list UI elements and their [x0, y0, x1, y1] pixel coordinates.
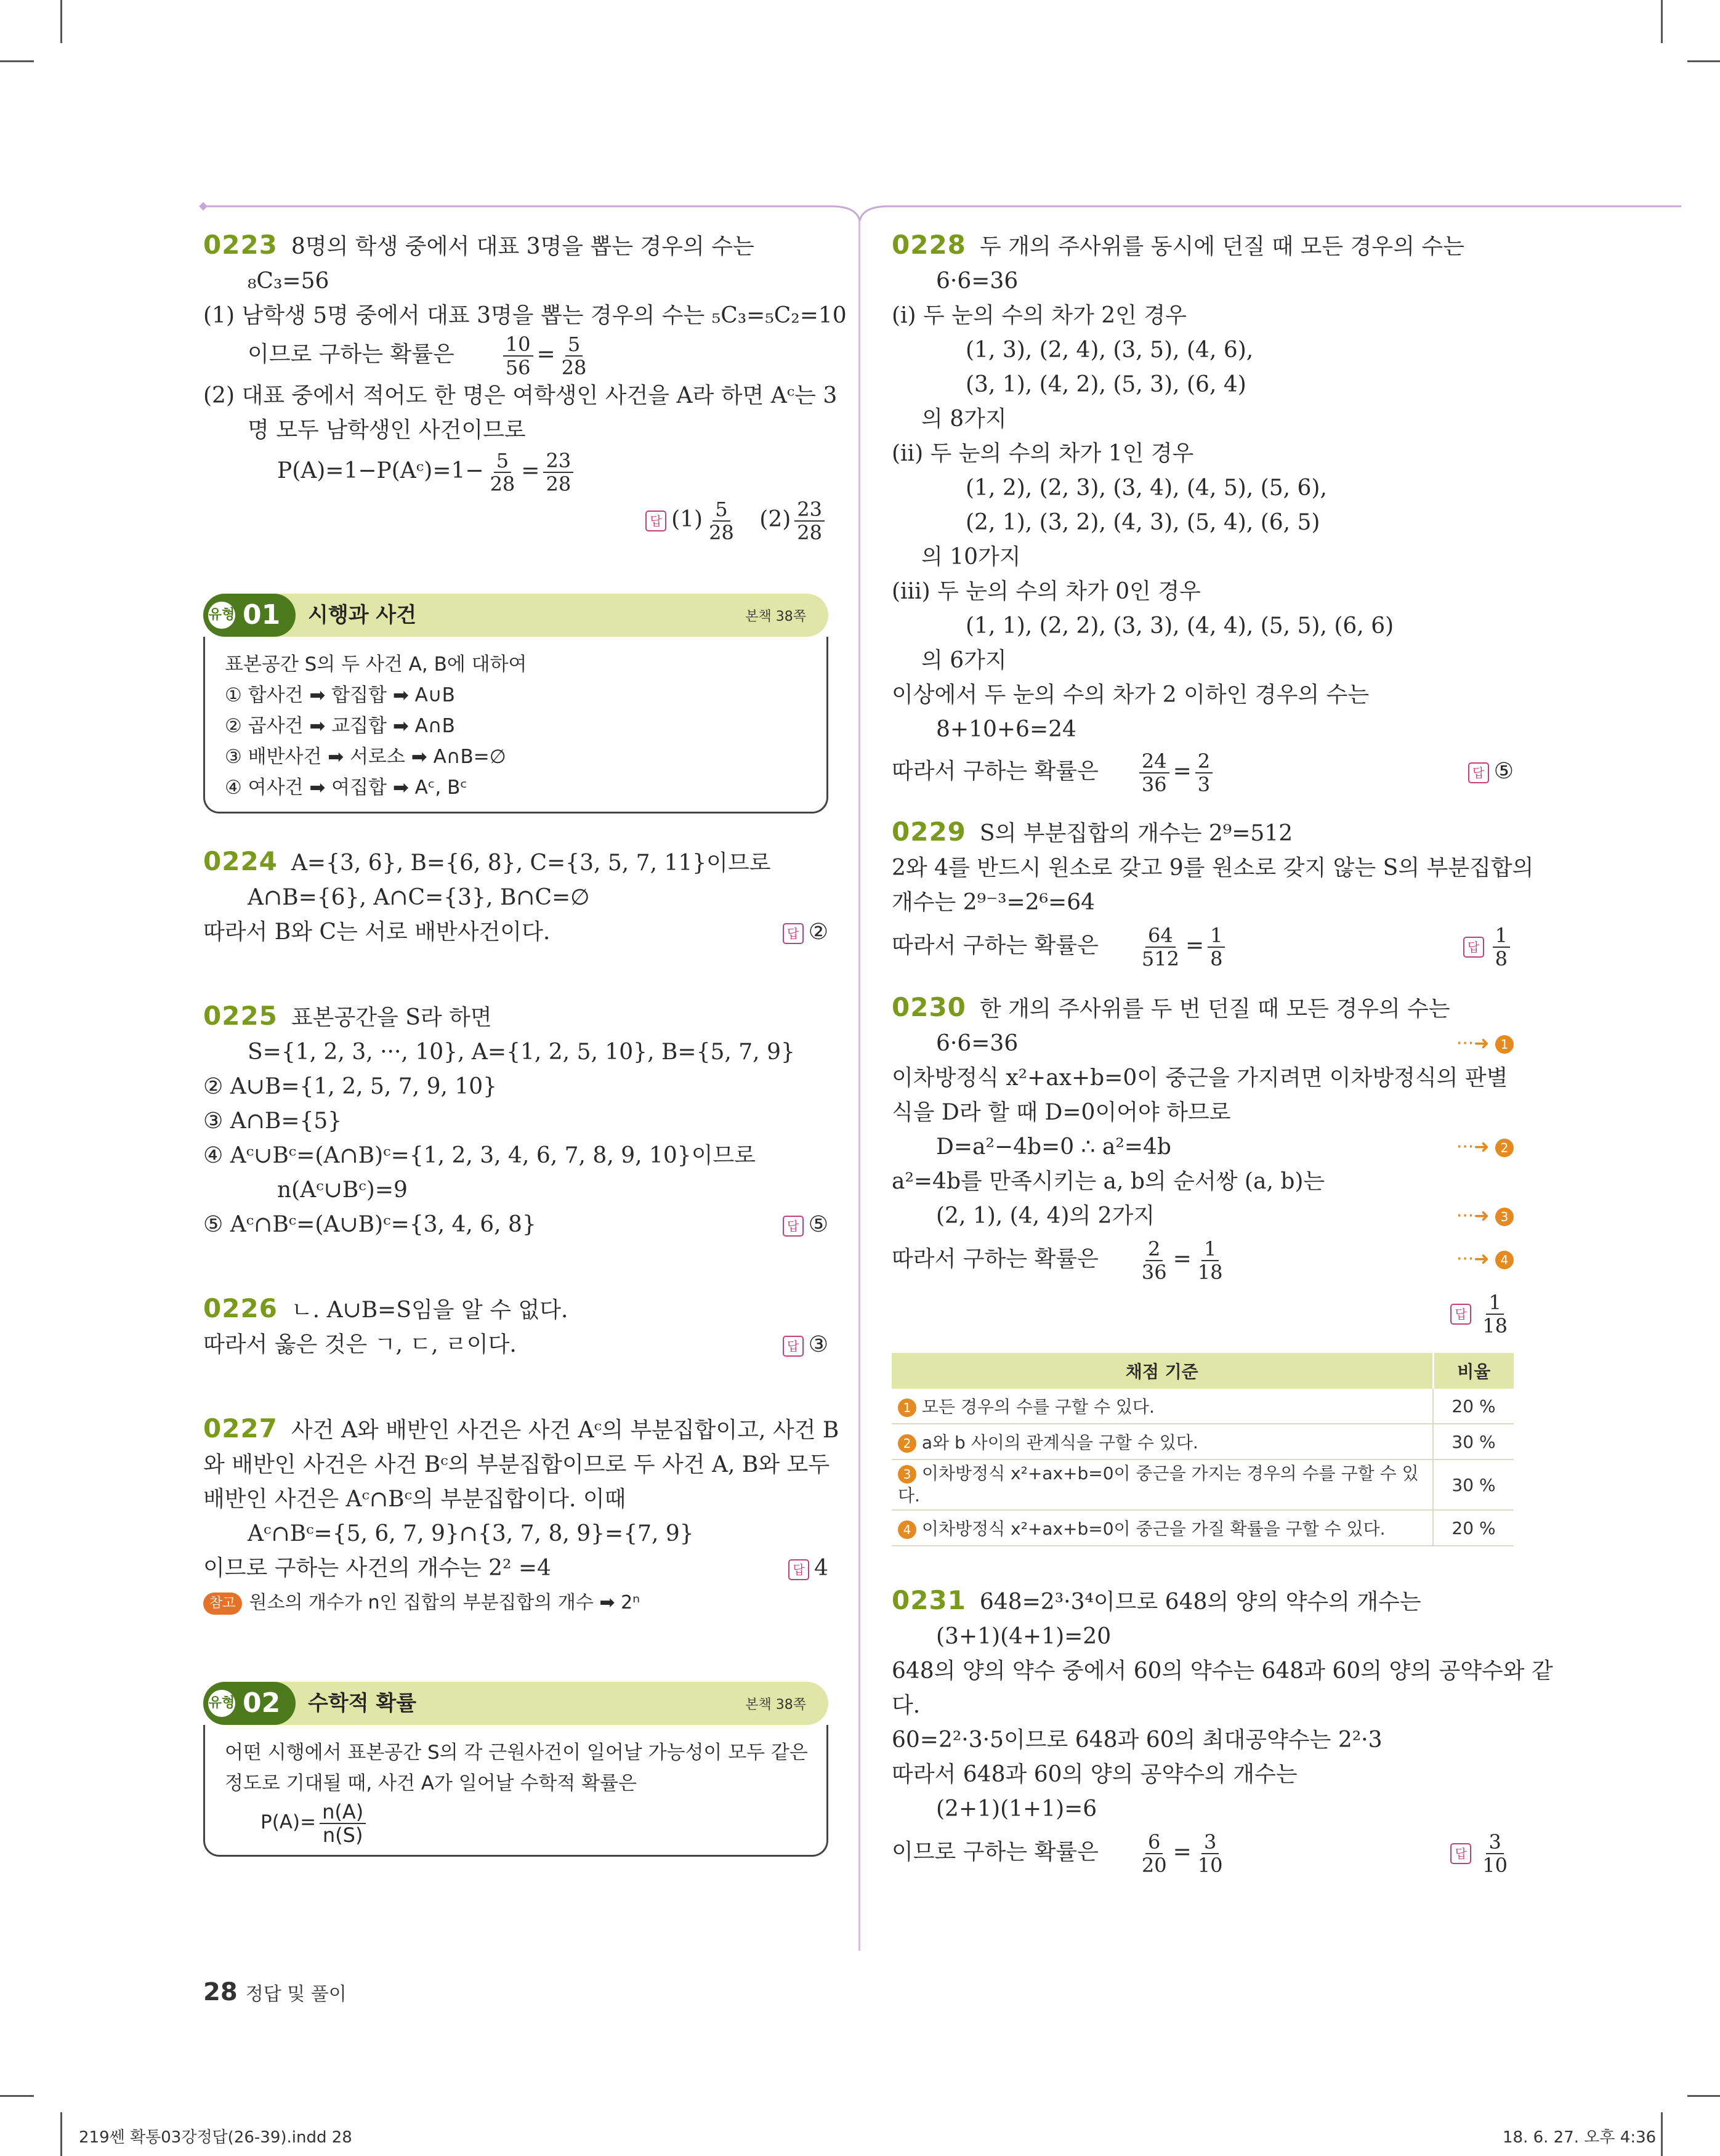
problem-0225: 0225 표본공간을 S라 하면 S={1, 2, 3, ···, 10}, A={1, 2, 5, 10}, B={5, 7, 9} ② A∪B={1, 2, 5, 7, 9, 10} ③ A∩B={5} ④ Aᶜ∪Bᶜ=(A∩B)ᶜ={1, 2, 3, 4, 6, 7, 8, 9, 10}이므로 n(Aᶜ∪Bᶜ)=9 ⑤ Aᶜ∩Bᶜ=(A∪B)ᶜ={3, 4, 6, 8} 답 ⑤: [203, 999, 828, 1242]
type-badge: 유형 02: [203, 1682, 296, 1725]
type-ref: 본책 38쪽: [745, 1697, 806, 1713]
book-label: 정답 및 풀이: [245, 1984, 347, 2005]
problem-number: 0230: [892, 992, 966, 1022]
answer-mark-icon: 답: [788, 1559, 809, 1580]
step-1-icon: 1: [898, 1399, 916, 1417]
crop-mark: [0, 60, 34, 62]
answer: 답 $\frac{1}{8}$: [1463, 920, 1514, 972]
answer-mark-icon: 답: [783, 1336, 804, 1357]
table-header: 채점 기준: [892, 1353, 1433, 1389]
answer-mark-icon: 답: [783, 923, 804, 944]
type-box-01: [203, 594, 828, 814]
crop-mark: [1687, 2095, 1720, 2097]
right-column: [892, 228, 1553, 1878]
fraction: $\frac{1}{8}$: [1208, 924, 1225, 970]
fraction: $\frac{3}{10}$: [1197, 1830, 1223, 1877]
fraction: $\frac{10}{56}$: [503, 333, 533, 379]
problem-number: 0229: [892, 817, 966, 847]
answer: 답 ⑤: [1468, 747, 1514, 796]
type-box-02: [203, 1682, 828, 1857]
scoring-step: ···➜ 1: [1456, 1027, 1514, 1061]
column-divider: [858, 220, 860, 1951]
crop-mark: [1661, 2112, 1663, 2156]
page-footer: [203, 1978, 347, 2006]
step-2-icon: 2: [1495, 1139, 1514, 1157]
type-content: 표본공간 S의 두 사건 A, B에 대하여 ① 합사건 ➡ 합집합 ➡ A∪B ② 곱사건 ➡ 교집합 ➡ A∩B ③ 배반사건 ➡ 서로소 ➡ A∩B=∅ ④ 여사건 ➡ 여집합 ➡ Aᶜ, Bᶜ: [203, 637, 828, 814]
crop-mark: [1661, 0, 1663, 43]
type-title: 시행과 사건: [308, 603, 417, 628]
problem-0226: 0226 ㄴ. A∪B=S임을 알 수 없다. 따라서 옳은 것은 ㄱ, ㄷ, ㄹ이다. 답 ③: [203, 1291, 828, 1362]
answer: 답 ⑤: [783, 1208, 828, 1242]
step-2-icon: 2: [898, 1434, 916, 1453]
table-row: 4 이차방정식 x²+ax+b=0이 중근을 가질 확률을 구할 수 있다. 20 %: [892, 1510, 1514, 1546]
scoring-step: ···➜ 3: [1456, 1199, 1514, 1233]
answer: 답 ②: [783, 915, 828, 950]
answer-mark-icon: 답: [783, 1216, 804, 1237]
type-content: 어떤 시행에서 표본공간 S의 각 근원사건이 일어날 가능성이 모두 같은 정도로 기대될 때, 사건 A가 일어날 수학적 확률은 P(A)= $\frac{n(A)}{n(S)}$: [203, 1725, 828, 1857]
fraction: $\frac{5}{28}$: [561, 333, 587, 379]
problem-number: 0226: [203, 1293, 278, 1323]
table-row: 3 이차방정식 x²+ax+b=0이 중근을 가지는 경우의 수를 구할 수 있다. 30 %: [892, 1460, 1514, 1510]
crop-mark: [60, 0, 62, 43]
print-timestamp: 18. 6. 27. 오후 4:36: [1503, 2128, 1657, 2147]
step-1-icon: 1: [1495, 1035, 1514, 1054]
crop-mark: [60, 2112, 62, 2156]
table-row: 1 모든 경우의 수를 구할 수 있다. 20 %: [892, 1389, 1514, 1424]
step-3-icon: 3: [1495, 1208, 1514, 1226]
fraction: $\frac{24}{36}$: [1139, 750, 1169, 796]
problem-number: 0224: [203, 846, 278, 876]
left-column: [203, 228, 847, 1857]
note-tag: 참고: [203, 1593, 242, 1615]
step-4-icon: 4: [898, 1520, 916, 1539]
crop-mark: [0, 2095, 34, 2097]
scoring-table: [892, 1353, 1514, 1546]
problem-0230: 0230 한 개의 주사위를 두 번 던질 때 모든 경우의 수는 6·6=36 ···➜ 1 이차방정식 x²+ax+b=0이 중근을 가지려면 이차방정식의 판별 식을 D라 할 때 D=0이어야 하므로 D=a²−4b=0 ∴ a²=4b ···➜ 2 a²=4b를 만족시키는 a, b의 순서쌍 (a, b)는 (2, 1), (4, 4)의 2가지 ···➜ 3 따라서 구하는 확률은 $\frac{2}{36}$ = $\frac{1}{18}$ ···➜ 4 답 $\frac{1}{18}$ 채점 기준 비율 1 모든 경우의 수를 구할 수 있다. 20 % 2 a와 b 사이의 관계식을 구할 수 있다. 30 % 3 이차방정식 x²+ax+b=0이 중근을 가지는 경우의 수를 구할 수 있다. 30 % 4 이차방정식 x²+ax+b=0이 중근을 가질 확률을 구할 수 있다. 20 %: [892, 990, 1514, 1546]
problem-0231: 0231 648=2³·3⁴이므로 648의 양의 약수의 개수는 (3+1)(4+1)=20 648의 양의 약수 중에서 60의 약수는 648과 60의 양의 공약수와 같 다. 60=2²·3·5이므로 648과 60의 최대공약수는 2²·3 따라서 648과 60의 양의 공약수의 개수는 (2+1)(1+1)=6 이므로 구하는 확률은 $\frac{6}{20}$ = $\frac{3}{10}$ 답 $\frac{3}{10}$: [892, 1585, 1553, 1877]
answer-mark-icon: 답: [1450, 1843, 1471, 1864]
problem-0227: 0227 사건 A와 배반인 사건은 사건 Aᶜ의 부분집합이고, 사건 B 와 배반인 사건은 사건 Bᶜ의 부분집합이므로 두 사건 A, B와 모두 배반인 사건은 Aᶜ∩Bᶜ의 부분집합이다. 이때 Aᶜ∩Bᶜ={5, 6, 7, 9}∩{3, 7, 8, 9}={7, 9} 이므로 구하는 사건의 개수는 2² =4 답 4 참고 원소의 개수가 n인 집합의 부분집합의 개수 ➡ 2ⁿ: [203, 1413, 839, 1613]
answer: 답 (1) $\frac{5}{28}$ (2) $\frac{23}{28}$: [203, 495, 828, 544]
step-3-icon: 3: [898, 1465, 916, 1484]
problem-number: 0225: [203, 1001, 278, 1031]
problem-number: 0228: [892, 230, 966, 260]
fraction: $\frac{2}{3}$: [1195, 750, 1213, 796]
file-name: 219쎈 확통03강정답(26-39).indd 28: [79, 2128, 352, 2147]
fraction: $\frac{64}{512}$: [1141, 924, 1179, 971]
table-header: 비율: [1433, 1353, 1514, 1389]
answer: 답 $\frac{3}{10}$: [1450, 1827, 1514, 1878]
problem-0229: 0229 S의 부분집합의 개수는 2⁹=512 2와 4를 반드시 원소로 갖고 9를 원소로 갖지 않는 S의 부분집합의 개수는 2⁹⁻³=2⁶=64 따라서 구하는 확률은 $\frac{64}{512}$ = $\frac{1}{8}$ 답 $\frac{1}{8}$: [892, 817, 1534, 971]
fraction: $\frac{6}{20}$: [1141, 1830, 1167, 1877]
answer-mark-icon: 답: [1468, 762, 1489, 783]
problem-number: 0231: [892, 1585, 966, 1615]
answer-mark-icon: 답: [1450, 1304, 1471, 1325]
answer-mark-icon: 답: [1463, 937, 1484, 958]
answer: 답 ③: [783, 1328, 828, 1362]
type-header: [203, 594, 828, 637]
scoring-step: ···➜ 2: [1456, 1130, 1514, 1165]
problem-0224: 0224 A={3, 6}, B={6, 8}, C={3, 5, 7, 11}이므로 A∩B={6}, A∩C={3}, B∩C=∅ 따라서 B와 C는 서로 배반사건이다. 답 ②: [203, 844, 828, 950]
type-header: [203, 1682, 828, 1725]
problem-0228: 0228 두 개의 주사위를 동시에 던질 때 모든 경우의 수는 6·6=36 (i) 두 눈의 수의 차가 2인 경우 (1, 3), (2, 4), (3, 5), (4, 6), (3, 1), (4, 2), (5, 3), (6, 4) 의 8가지 (ii) 두 눈의 수의 차가 1인 경우 (1, 2), (2, 3), (3, 4), (4, 5), (5, 6), (2, 1), (3, 2), (4, 3), (5, 4), (6, 5) 의 10가지 (iii) 두 눈의 수의 차가 0인 경우 (1, 1), (2, 2), (3, 3), (4, 4), (5, 5), (6, 6) 의 6가지 이상에서 두 눈의 수의 차가 2 이하인 경우의 수는 8+10+6=24 따라서 구하는 확률은 $\frac{24}{36}$ = $\frac{2}{3}$ 답 ⑤: [892, 230, 1514, 796]
type-ref: 본책 38쪽: [745, 609, 806, 624]
answer: 답 4: [788, 1551, 828, 1586]
problem-number: 0223: [203, 230, 278, 260]
header-rule: [197, 197, 1687, 222]
fraction: $\frac{5}{28}$: [490, 449, 515, 496]
fraction: $\frac{23}{28}$: [543, 450, 573, 495]
answer: 답 $\frac{1}{18}$: [892, 1285, 1514, 1341]
table-row: 2 a와 b 사이의 관계식을 구할 수 있다. 30 %: [892, 1424, 1514, 1460]
fraction: $\frac{1}{18}$: [1197, 1237, 1223, 1284]
problem-number: 0227: [203, 1413, 278, 1443]
scoring-step: ···➜ 4: [1456, 1233, 1514, 1285]
page-number: 28: [203, 1978, 238, 2006]
problem-0223: 0223 8명의 학생 중에서 대표 3명을 뽑는 경우의 수는 ₈C₃=56 (1) 남학생 5명 중에서 대표 3명을 뽑는 경우의 수는 ₅C₃=₅C₂=10 이므로 구하는 확률은 $\frac{10}{56}$ = $\frac{5}{28}$ (2) 대표 중에서 적어도 한 명은 여학생인 사건을 A라 하면 Aᶜ는 3 명 모두 남학생인 사건이므로 P(A)=1−P(Aᶜ)=1− $\frac{5}{28}$ = $\frac{23}{28}$ 답 (1) $\frac{5}{28}$ (2) $\frac{23}{28}$: [203, 230, 847, 544]
crop-mark: [1687, 60, 1720, 62]
step-4-icon: 4: [1495, 1251, 1514, 1269]
type-title: 수학적 확률: [308, 1691, 417, 1716]
type-badge: 유형 01: [203, 594, 296, 637]
answer-mark-icon: 답: [645, 511, 666, 531]
fraction: $\frac{2}{36}$: [1141, 1237, 1167, 1284]
fraction: $\frac{n(A)}{n(S)}$: [320, 1801, 366, 1846]
